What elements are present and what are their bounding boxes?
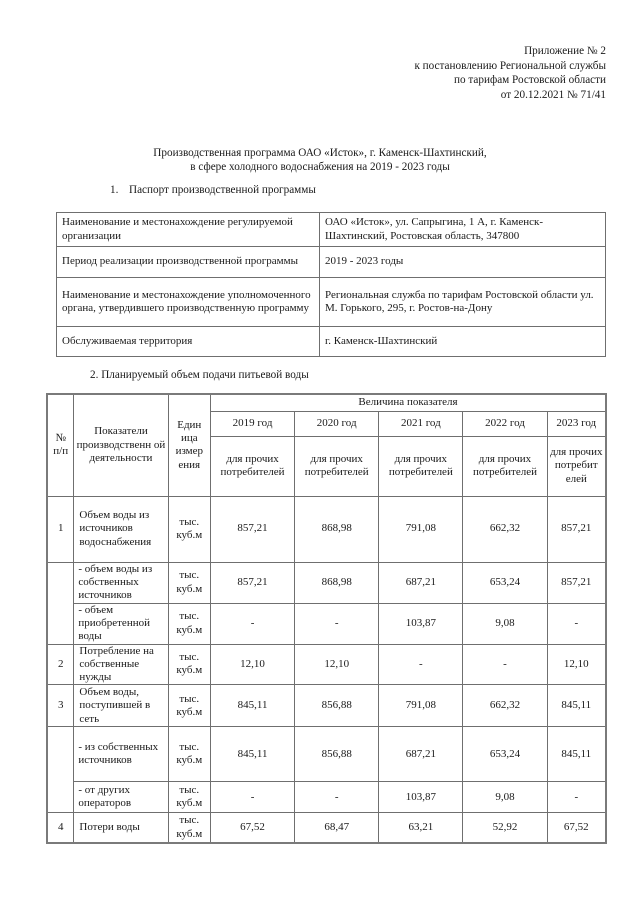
water-supply-table — [46, 393, 607, 844]
row-value: - — [295, 603, 379, 644]
header-row — [47, 394, 606, 411]
row-value: 868,98 — [295, 562, 379, 603]
header-no: № п/п — [47, 394, 74, 496]
row-value: - — [379, 644, 463, 685]
row-value: 845,11 — [547, 727, 606, 782]
row-value: - — [547, 603, 606, 644]
row-indicator: Потери воды — [74, 813, 168, 843]
appendix-line: по тарифам Ростовской области — [454, 74, 606, 86]
row-value: 857,21 — [210, 562, 294, 603]
row-value: 662,32 — [463, 685, 547, 727]
row-value: - — [210, 603, 294, 644]
table-row — [47, 813, 606, 843]
appendix-line: Приложение № 2 — [524, 45, 606, 57]
passport-value: ОАО «Исток», ул. Сапрыгина, 1 А, г. Каменск-Шахтинский, Ростовская область, 347800 — [320, 213, 606, 247]
header-group: Величина показателя — [210, 394, 606, 411]
row-value: 9,08 — [463, 782, 547, 813]
row-value: 845,11 — [547, 685, 606, 727]
row-value: 856,88 — [295, 727, 379, 782]
row-unit: тыс. куб.м — [168, 496, 210, 562]
row-value: 653,24 — [463, 562, 547, 603]
row-indicator: Объем воды из источников водоснабжения — [74, 496, 168, 562]
row-value: 868,98 — [295, 496, 379, 562]
appendix-line: к постановлению Региональной службы — [414, 59, 606, 72]
row-value: 845,11 — [210, 727, 294, 782]
header-sub: для прочих потребителей — [463, 436, 547, 496]
row-value: 857,21 — [547, 562, 606, 603]
row-value: 63,21 — [379, 813, 463, 843]
row-indicator: - объем воды из собственных источников — [74, 562, 168, 603]
row-value: - — [463, 644, 547, 685]
row-unit: тыс. куб.м — [168, 603, 210, 644]
title-line: в сфере холодного водоснабжения на 2019 - 2023 годы — [190, 161, 450, 173]
header-sub: для прочих потребителей — [210, 436, 294, 496]
row-no: 3 — [47, 685, 74, 727]
row-value: 52,92 — [463, 813, 547, 843]
row-value: 687,21 — [379, 727, 463, 782]
title-line: Производственная программа ОАО «Исток», г. Каменск-Шахтинский, — [153, 147, 487, 159]
passport-table — [56, 212, 606, 357]
row-value: 68,47 — [295, 813, 379, 843]
section-1-heading — [110, 184, 316, 197]
row-indicator: - от других операторов — [74, 782, 168, 813]
table-row — [47, 644, 606, 685]
passport-row — [57, 213, 606, 247]
row-value: 856,88 — [295, 685, 379, 727]
row-value: 103,87 — [379, 603, 463, 644]
passport-value: Региональная служба по тарифам Ростовской области ул. М. Горького, 295, г. Ростов-на-Дону — [320, 278, 606, 327]
passport-value: 2019 - 2023 годы — [320, 247, 606, 278]
row-no: 2 — [47, 644, 74, 685]
header-sub: для прочих потребит елей — [547, 436, 606, 496]
passport-row — [57, 247, 606, 278]
section-number: 1. — [110, 184, 119, 196]
row-no: 4 — [47, 813, 74, 843]
row-indicator: - из собственных источников — [74, 727, 168, 782]
row-no — [47, 727, 74, 813]
row-indicator: - объем приобретенной воды — [74, 603, 168, 644]
row-no — [47, 562, 74, 644]
table-row — [47, 782, 606, 813]
row-value: 791,08 — [379, 496, 463, 562]
row-unit: тыс. куб.м — [168, 562, 210, 603]
row-unit: тыс. куб.м — [168, 727, 210, 782]
passport-value: г. Каменск-Шахтинский — [320, 327, 606, 357]
header-year: 2020 год — [295, 411, 379, 436]
passport-label: Период реализации производственной программы — [57, 247, 320, 278]
header-indicator: Показатели производственн ой деятельности — [74, 394, 168, 496]
row-value: 857,21 — [547, 496, 606, 562]
header-sub: для прочих потребителей — [379, 436, 463, 496]
row-value: 12,10 — [547, 644, 606, 685]
table-row — [47, 562, 606, 603]
row-value: 67,52 — [210, 813, 294, 843]
table-row — [47, 496, 606, 562]
header-unit: Един ица измер ения — [168, 394, 210, 496]
row-value: 12,10 — [295, 644, 379, 685]
header-year: 2023 год — [547, 411, 606, 436]
header-sub: для прочих потребителей — [295, 436, 379, 496]
row-unit: тыс. куб.м — [168, 644, 210, 685]
row-value: 67,52 — [547, 813, 606, 843]
row-value: 791,08 — [379, 685, 463, 727]
row-unit: тыс. куб.м — [168, 685, 210, 727]
section-title: Паспорт производственной программы — [129, 184, 316, 196]
row-value: 845,11 — [210, 685, 294, 727]
passport-row — [57, 278, 606, 327]
row-value: - — [547, 782, 606, 813]
row-value: 857,21 — [210, 496, 294, 562]
row-value: 9,08 — [463, 603, 547, 644]
row-value: 687,21 — [379, 562, 463, 603]
row-value: 12,10 — [210, 644, 294, 685]
row-value: 653,24 — [463, 727, 547, 782]
row-value: - — [210, 782, 294, 813]
row-unit: тыс. куб.м — [168, 782, 210, 813]
passport-row — [57, 327, 606, 357]
table-row — [47, 727, 606, 782]
row-value: 103,87 — [379, 782, 463, 813]
header-year: 2021 год — [379, 411, 463, 436]
appendix-header — [414, 44, 606, 102]
passport-label: Наименование и местонахождение уполномоченного органа, утвердившего производственную программу — [57, 278, 320, 327]
table-row — [47, 685, 606, 727]
header-year: 2022 год — [463, 411, 547, 436]
header-year: 2019 год — [210, 411, 294, 436]
passport-label: Наименование и местонахождение регулируемой организации — [57, 213, 320, 247]
row-no: 1 — [47, 496, 74, 562]
row-unit: тыс. куб.м — [168, 813, 210, 843]
passport-label: Обслуживаемая территория — [57, 327, 320, 357]
document-title — [0, 146, 640, 174]
row-indicator: Объем воды, поступившей в сеть — [74, 685, 168, 727]
table-row — [47, 603, 606, 644]
row-value: - — [295, 782, 379, 813]
appendix-line: от 20.12.2021 № 71/41 — [500, 88, 606, 101]
section-2-heading: 2. Планируемый объем подачи питьевой воды — [90, 369, 309, 381]
row-value: 662,32 — [463, 496, 547, 562]
row-indicator: Потребление на собственные нужды — [74, 644, 168, 685]
